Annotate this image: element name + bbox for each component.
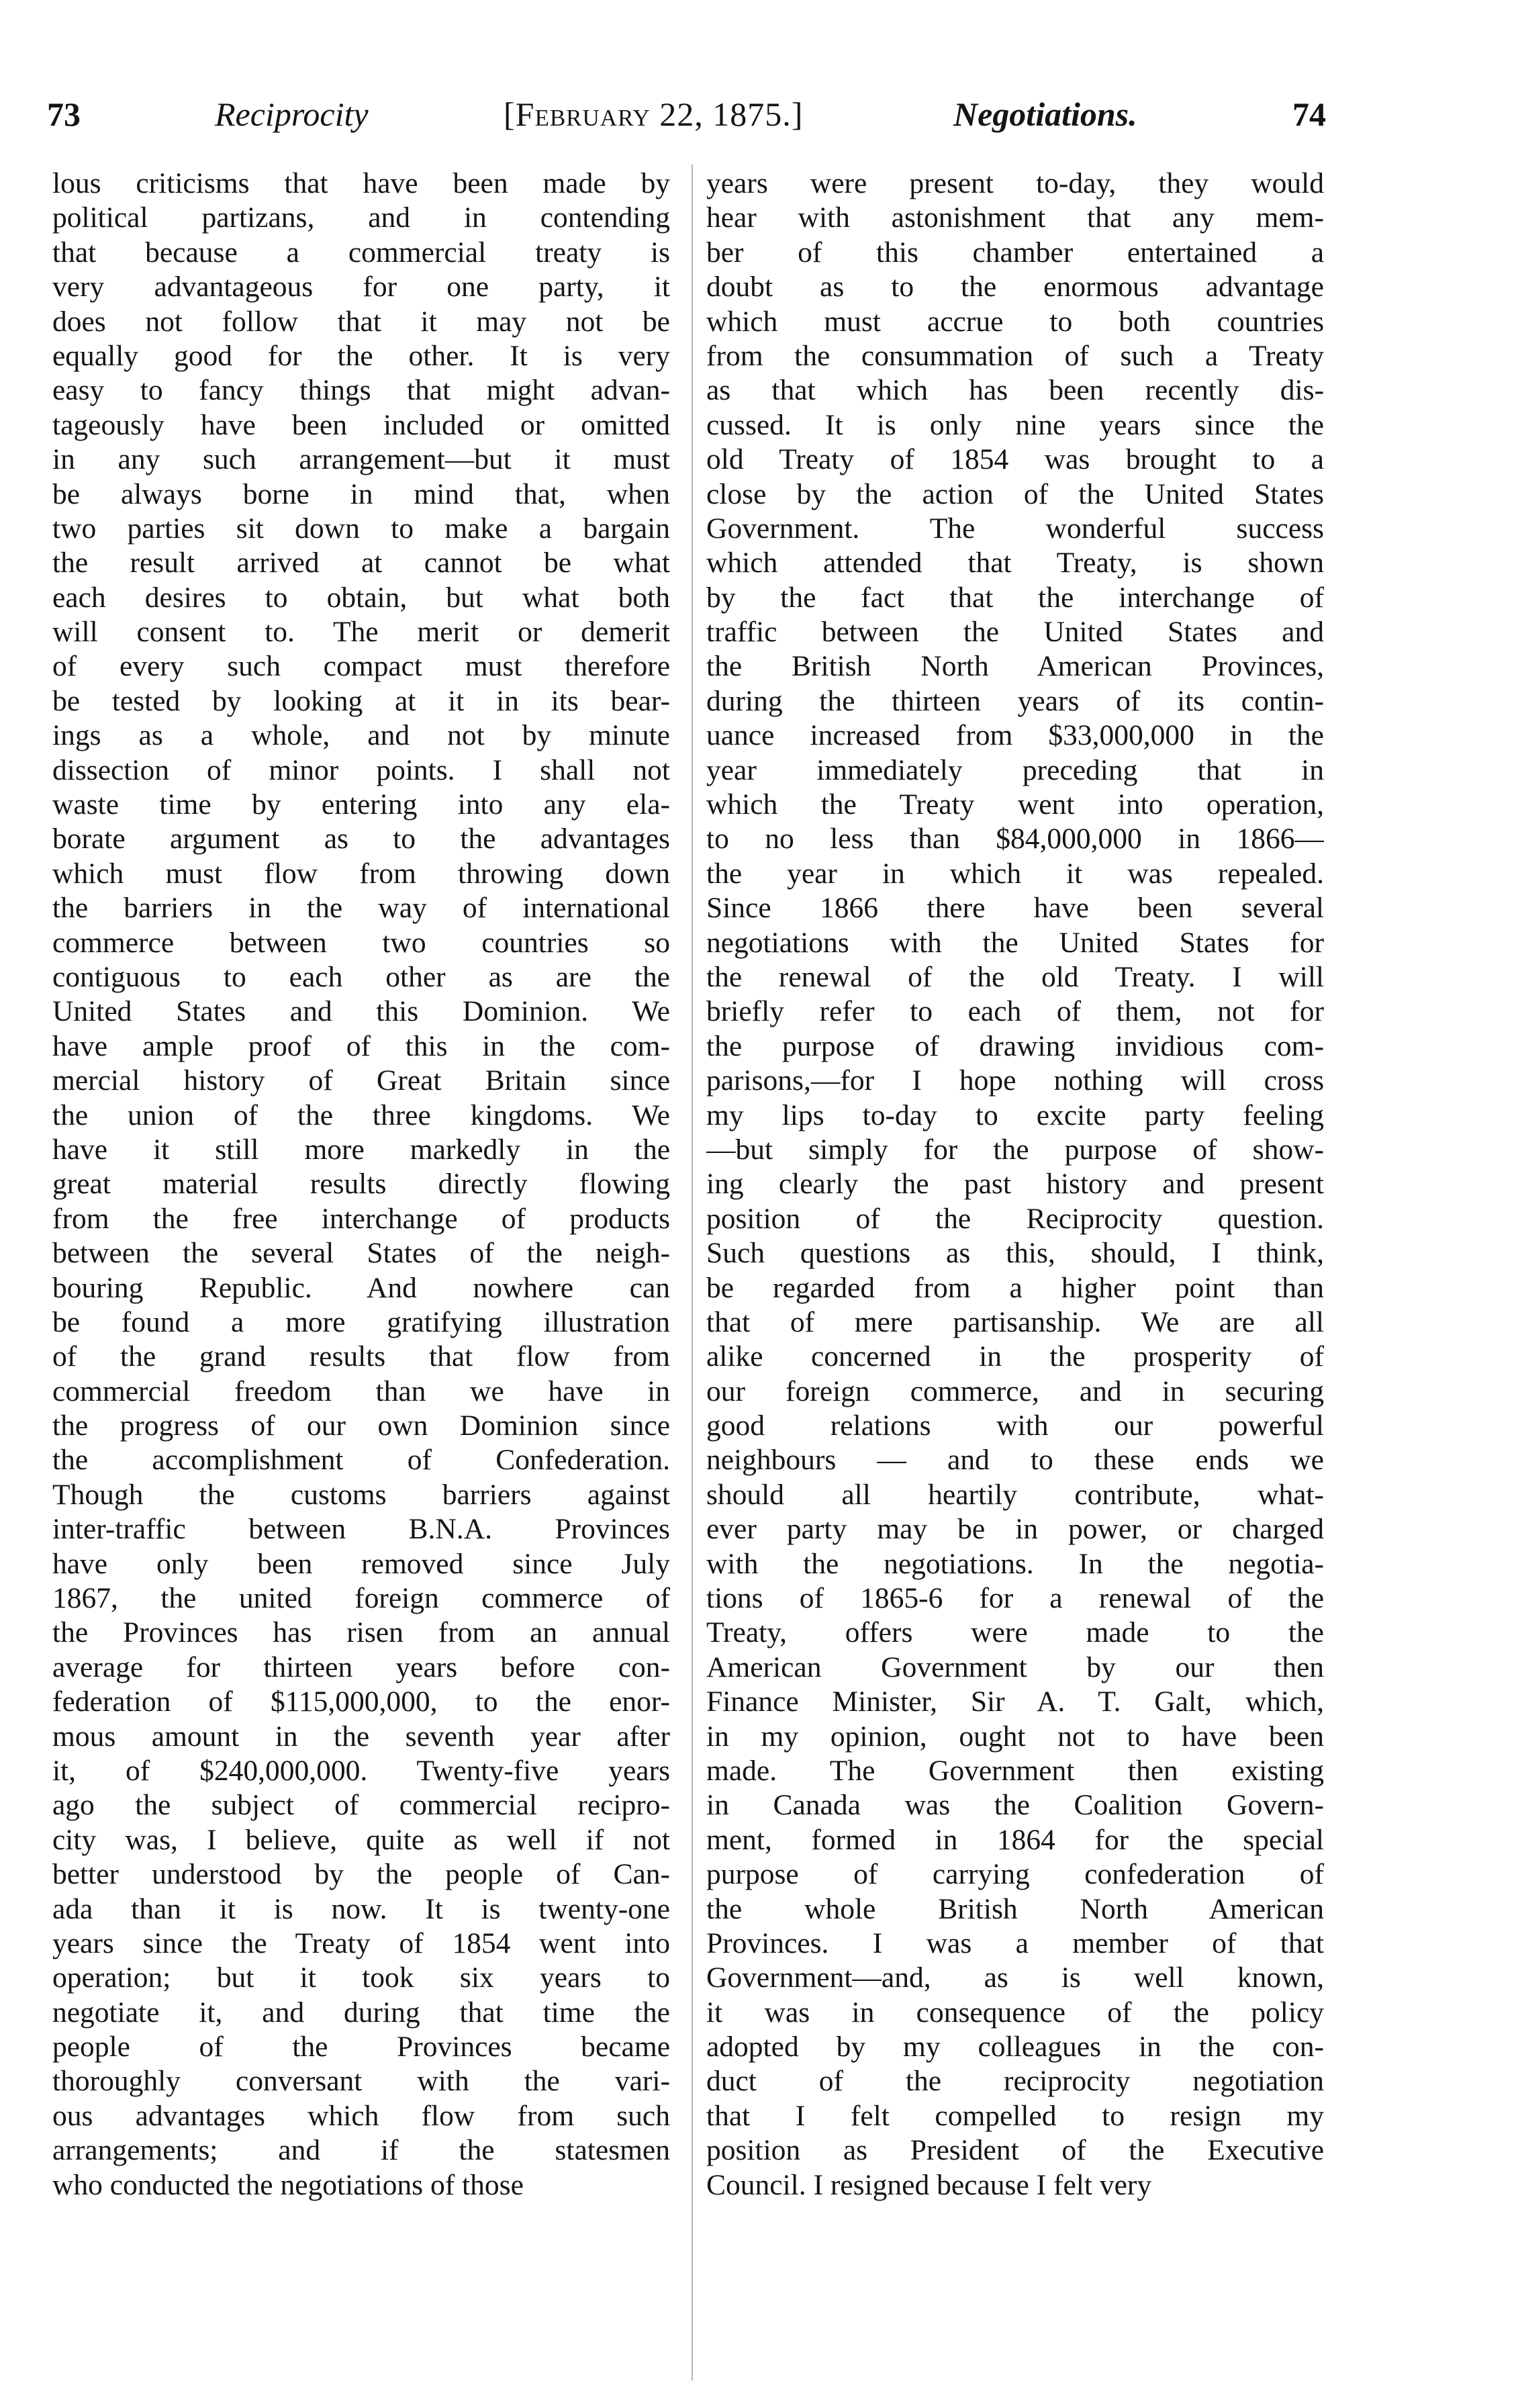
text-line: that of mere partisanship. We are all	[706, 1305, 1324, 1338]
text-line: of every such compact must therefore	[52, 650, 670, 683]
text-line: the union of the three kingdoms. We	[52, 1099, 670, 1131]
text-line: ber of this chamber entertained a	[706, 236, 1324, 269]
text-line: Finance Minister, Sir A. T. Galt, which,	[706, 1685, 1324, 1718]
text-line: each desires to obtain, but what both	[52, 581, 670, 614]
text-line: position as President of the Executive	[706, 2134, 1324, 2167]
text-line: from the consummation of such a Treaty	[706, 339, 1324, 372]
text-line: years since the Treaty of 1854 went into	[52, 1927, 670, 1959]
text-line: years were present to-day, they would	[706, 167, 1324, 199]
text-line: adopted by my colleagues in the con-	[706, 2031, 1324, 2064]
text-line: duct of the reciprocity negotiation	[706, 2065, 1324, 2098]
text-line: contiguous to each other as are the	[52, 960, 670, 993]
text-line: tageously have been included or omitted	[52, 408, 670, 441]
text-line: which must accrue to both countries	[706, 305, 1324, 338]
text-line: the whole British North American	[706, 1892, 1324, 1925]
text-line: alike concerned in the prosperity of	[706, 1340, 1324, 1373]
text-line: in Canada was the Coalition Govern-	[706, 1789, 1324, 1822]
text-line: American Government by our then	[706, 1651, 1324, 1683]
text-line: to no less than $84,000,000 in 1866—	[706, 823, 1324, 855]
text-line: better understood by the people of Can-	[52, 1858, 670, 1891]
text-line: have ample proof of this in the com-	[52, 1029, 670, 1062]
text-line: briefly refer to each of them, not for	[706, 995, 1324, 1028]
text-line: doubt as to the enormous advantage	[706, 271, 1324, 304]
text-line: the barriers in the way of international	[52, 892, 670, 925]
text-line: people of the Provinces became	[52, 2031, 670, 2064]
text-line: which attended that Treaty, is shown	[706, 547, 1324, 580]
text-line: parisons,—for I hope nothing will cross	[706, 1064, 1324, 1097]
text-line: be always borne in mind that, when	[52, 477, 670, 510]
running-title-left: Reciprocity	[215, 95, 369, 133]
text-line: during the thirteen years of its contin-	[706, 684, 1324, 717]
page-number-right: 74	[1292, 95, 1326, 133]
text-line: it was in consequence of the policy	[706, 1996, 1324, 2029]
text-line: borate argument as to the advantages	[52, 823, 670, 855]
text-line: our foreign commerce, and in securing	[706, 1375, 1324, 1407]
text-line: the purpose of drawing invidious com-	[706, 1029, 1324, 1062]
page-number-left: 73	[47, 95, 81, 133]
text-line: Government. The wonderful success	[706, 512, 1324, 545]
text-line: mous amount in the seventh year after	[52, 1720, 670, 1753]
text-line: commercial freedom than we have in	[52, 1375, 670, 1407]
text-line: the progress of our own Dominion since	[52, 1409, 670, 1442]
text-line: year immediately preceding that in	[706, 753, 1324, 786]
text-line: Treaty, offers were made to the	[706, 1616, 1324, 1649]
text-line: mercial history of Great Britain since	[52, 1064, 670, 1097]
text-line: have only been removed since July	[52, 1547, 670, 1580]
text-line: the result arrived at cannot be what	[52, 547, 670, 580]
text-line: position of the Reciprocity question.	[706, 1202, 1324, 1235]
text-line: Since 1866 there have been several	[706, 892, 1324, 925]
text-line: the year in which it was repealed.	[706, 857, 1324, 890]
text-line: ous advantages which flow from such	[52, 2099, 670, 2132]
text-line: does not follow that it may not be	[52, 305, 670, 338]
text-line: federation of $115,000,000, to the enor-	[52, 1685, 670, 1718]
text-line: Such questions as this, should, I think,	[706, 1237, 1324, 1270]
text-line: ada than it is now. It is twenty-one	[52, 1892, 670, 1925]
text-line: with the negotiations. In the negotia-	[706, 1547, 1324, 1580]
left-text-column	[52, 167, 670, 2203]
text-line: in my opinion, ought not to have been	[706, 1720, 1324, 1753]
text-line: the renewal of the old Treaty. I will	[706, 960, 1324, 993]
text-line: tions of 1865-6 for a renewal of the	[706, 1582, 1324, 1615]
text-line: be tested by looking at it in its bear-	[52, 684, 670, 717]
text-line: hear with astonishment that any mem-	[706, 201, 1324, 234]
text-line: neighbours — and to these ends we	[706, 1444, 1324, 1477]
text-line: Though the customs barriers against	[52, 1478, 670, 1511]
text-line: ings as a whole, and not by minute	[52, 719, 670, 752]
column-divider	[692, 165, 693, 2380]
text-line: United States and this Dominion. We	[52, 995, 670, 1028]
text-line: good relations with our powerful	[706, 1409, 1324, 1442]
text-line: from the free interchange of products	[52, 1202, 670, 1235]
text-line: will consent to. The merit or demerit	[52, 616, 670, 649]
text-line: ment, formed in 1864 for the special	[706, 1823, 1324, 1856]
text-line: should all heartily contribute, what-	[706, 1478, 1324, 1511]
text-line: ing clearly the past history and present	[706, 1168, 1324, 1201]
text-line: operation; but it took six years to	[52, 1961, 670, 1994]
text-line: lous criticisms that have been made by	[52, 167, 670, 199]
text-line: which the Treaty went into operation,	[706, 788, 1324, 821]
text-line: two parties sit down to make a bargain	[52, 512, 670, 545]
text-line: city was, I believe, quite as well if not	[52, 1823, 670, 1856]
text-line: the accomplishment of Confederation.	[52, 1444, 670, 1477]
text-line: my lips to-day to excite party feeling	[706, 1099, 1324, 1131]
text-line: who conducted the negotiations of those	[52, 2168, 524, 2201]
text-line: Government—and, as is well known,	[706, 1961, 1324, 1994]
text-line: very advantageous for one party, it	[52, 271, 670, 304]
text-line: ever party may be in power, or charged	[706, 1513, 1324, 1546]
header-date: [February 22, 1875.]	[504, 95, 804, 133]
text-line: 1867, the united foreign commerce of	[52, 1582, 670, 1615]
text-line: dissection of minor points. I shall not	[52, 753, 670, 786]
text-line: uance increased from $33,000,000 in the	[706, 719, 1324, 752]
text-line: thoroughly conversant with the vari-	[52, 2065, 670, 2098]
text-line: have it still more markedly in the	[52, 1133, 670, 1166]
text-line: cussed. It is only nine years since the	[706, 408, 1324, 441]
text-line: political partizans, and in contending	[52, 201, 670, 234]
text-line: the British North American Provinces,	[706, 650, 1324, 683]
text-line: negotiate it, and during that time the	[52, 1996, 670, 2029]
text-line: arrangements; and if the statesmen	[52, 2134, 670, 2167]
text-line: ago the subject of commercial recipro-	[52, 1789, 670, 1822]
text-line: be regarded from a higher point than	[706, 1271, 1324, 1304]
text-line: old Treaty of 1854 was brought to a	[706, 443, 1324, 476]
text-line: negotiations with the United States for	[706, 926, 1324, 959]
text-line: that because a commercial treaty is	[52, 236, 670, 269]
text-line: inter-traffic between B.N.A. Provinces	[52, 1513, 670, 1546]
text-line: be found a more gratifying illustration	[52, 1305, 670, 1338]
page-header	[47, 81, 1336, 141]
text-line: by the fact that the interchange of	[706, 581, 1324, 614]
text-line: as that which has been recently dis-	[706, 374, 1324, 407]
text-line: between the several States of the neigh-	[52, 1237, 670, 1270]
text-line: made. The Government then existing	[706, 1754, 1324, 1787]
text-line: waste time by entering into any ela-	[52, 788, 670, 821]
text-line: great material results directly flowing	[52, 1168, 670, 1201]
text-line: traffic between the United States and	[706, 616, 1324, 649]
text-line: bouring Republic. And nowhere can	[52, 1271, 670, 1304]
text-line: average for thirteen years before con-	[52, 1651, 670, 1683]
text-line: of the grand results that flow from	[52, 1340, 670, 1373]
text-line: purpose of carrying confederation of	[706, 1858, 1324, 1891]
text-line: commerce between two countries so	[52, 926, 670, 959]
right-text-column	[706, 167, 1324, 2203]
text-line: that I felt compelled to resign my	[706, 2099, 1324, 2132]
text-line: easy to fancy things that might advan-	[52, 374, 670, 407]
text-line: equally good for the other. It is very	[52, 339, 670, 372]
text-line: Provinces. I was a member of that	[706, 1927, 1324, 1959]
text-line: in any such arrangement—but it must	[52, 443, 670, 476]
text-line: —but simply for the purpose of show-	[706, 1133, 1324, 1166]
running-title-right: Negotiations.	[953, 95, 1137, 133]
text-line: which must flow from throwing down	[52, 857, 670, 890]
text-line: the Provinces has risen from an annual	[52, 1616, 670, 1649]
text-line: it, of $240,000,000. Twenty-five years	[52, 1754, 670, 1787]
text-line: Council. I resigned because I felt very	[706, 2168, 1152, 2201]
text-line: close by the action of the United States	[706, 477, 1324, 510]
